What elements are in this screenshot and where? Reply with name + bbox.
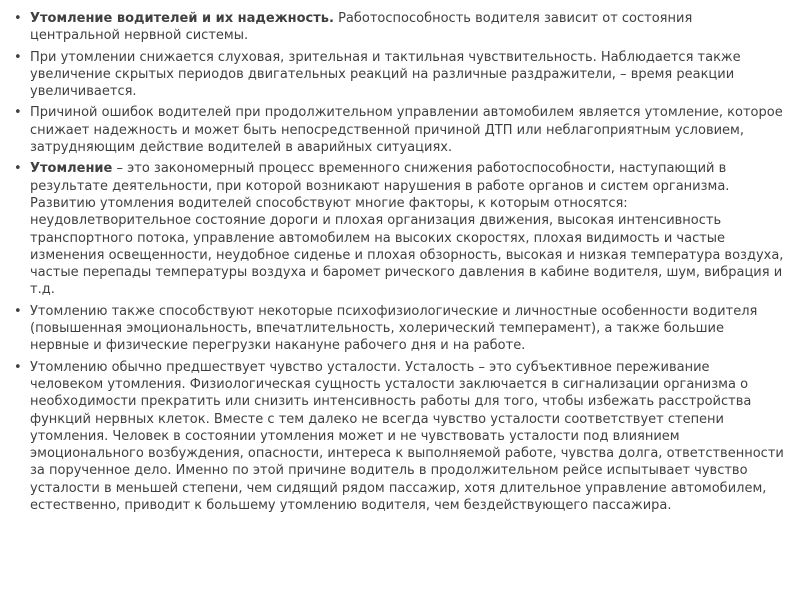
bullet-text [30, 359, 786, 515]
bullet-text [30, 160, 786, 298]
bullet-text [30, 10, 786, 45]
bullet-marker: • [14, 303, 22, 319]
bullet-item-5 [14, 303, 786, 355]
bullet-marker: • [14, 105, 22, 121]
bullet-body-text: Причиной ошибок водителей при продолжительном управлении автомобилем является утомление, которое снижает надежность и может быть непосредственной причиной ДТП или неблагоприятным условием, затрудняющим действие водителей в аварийных ситуациях. [30, 105, 783, 156]
bullet-body-text: Утомлению также способствуют некоторые психофизиологические и личностные особенности водителя (повышенная эмоциональность, впечатлительность, холерический темперамент), а также большие нервные и физические перегрузки накануне рабочего дня и на работе. [30, 303, 758, 354]
bullet-lead: Утомление [30, 161, 113, 177]
bullet-item-4 [14, 160, 786, 298]
bullet-body-text: Утомлению обычно предшествует чувство усталости. Усталость – это субъективное переживание человеком утомления. Физиологическая сущность усталости заключается в сигнализации организма о необходимости прекратить или снизить интенсивность работы для того, чтобы избежать расстройства функций нервных клеток. Вместе с тем далеко не всегда чувство усталости соответствует степени утомления. Человек в состоянии утомления может и не чувствовать усталости под влиянием эмоционального возбуждения, опасности, интереса к выполняемой работе, чувства долга, ответственности за порученное дело. Именно по этой причине водитель в продолжительном рейсе испытывает чувство усталости в меньшей степени, чем сидящий рядом пассажир, хотя длительное управление автомобилем, естественно, приводит к большему утомлению водителя, чем бездействующего пассажира. [30, 359, 784, 514]
bullet-item-1 [14, 10, 786, 45]
bullet-text [30, 303, 786, 355]
bullet-body-text: При утомлении снижается слуховая, зрительная и тактильная чувствительность. Наблюдается также увеличение скрытых периодов двигательных реакций на различные раздражители, – время реакции увеличивается. [30, 49, 741, 100]
bullet-marker: • [14, 161, 22, 177]
bullet-list [14, 10, 786, 518]
bullet-body-text: – это закономерный процесс временного снижения работоспособности, наступающий в результате деятельности, при которой возникают нарушения в работе органов и систем организма. Развитию утомления водителей способствуют многие факторы, к которым относятся: неудовлетворительное состояние дороги и плохая организация движения, высокая интенсивность транспортного потока, управление автомобилем на высоких скоростях, плохая видимость и частые изменения освещенности, неудобное сиденье и плохая обзорность, высокая и низкая температура воздуха, частые перепады температуры воздуха и баромет рического давления в кабине водителя, шум, вибрация и т.д. [30, 161, 784, 298]
bullet-marker: • [14, 11, 22, 26]
bullet-lead: Утомление водителей и их надежность. [30, 11, 334, 26]
bullet-text [30, 104, 786, 156]
bullet-marker: • [14, 49, 22, 65]
bullet-item-2 [14, 49, 786, 101]
bullet-body-text: Работоспособность водителя зависит от состояния центральной нервной системы. [30, 11, 693, 44]
bullet-text [30, 49, 786, 101]
bullet-item-6 [14, 359, 786, 515]
bullet-marker: • [14, 359, 22, 375]
bullet-item-3 [14, 104, 786, 156]
